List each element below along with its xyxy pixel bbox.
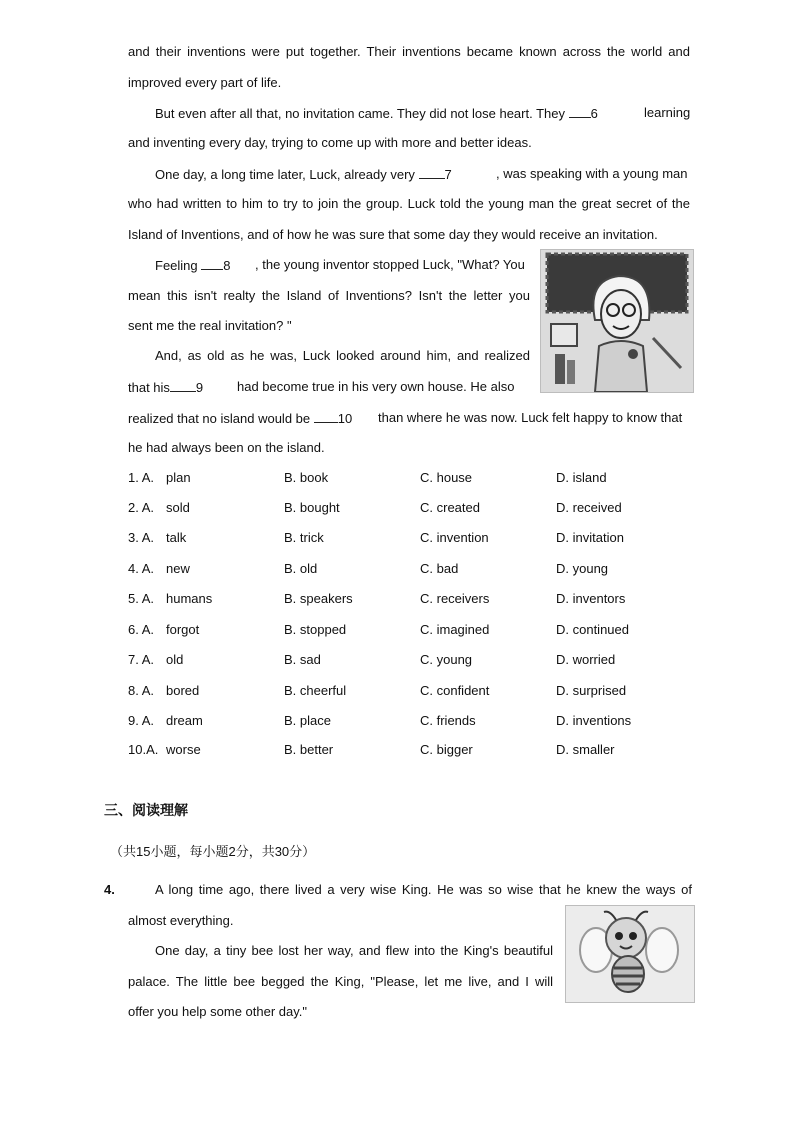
passage-line: who had written to him to try to join the group. Luck told the young man the great secret of the <box>128 196 690 211</box>
option-d: D. surprised <box>556 683 627 698</box>
option-b: B. sad <box>284 652 321 667</box>
option-c: C. created <box>420 500 480 515</box>
option-d: D. smaller <box>556 742 615 757</box>
passage-line: One day, a tiny bee lost her way, and flew into the King's beautiful <box>155 943 553 958</box>
option-c: C. young <box>420 652 473 667</box>
option-d: D. received <box>556 500 622 515</box>
option-a: new <box>166 561 190 576</box>
passage-line: mean this isn't realty the Island of Inventions? Isn't the letter you <box>128 288 530 303</box>
option-number: 8. A. <box>128 683 155 698</box>
option-d: D. island <box>556 470 607 485</box>
option-b: B. speakers <box>284 591 353 606</box>
option-b: B. better <box>284 742 334 757</box>
option-a: dream <box>166 713 203 728</box>
passage-line <box>155 257 230 274</box>
option-c: C. invention <box>420 530 489 545</box>
blank-number: 10 <box>337 411 353 426</box>
option-a: forgot <box>166 622 200 637</box>
blank-number: 7 <box>444 167 452 182</box>
passage-text: realized that no island would be <box>128 411 314 426</box>
passage-line: And, as old as he was, Luck looked around him, and realized <box>155 348 530 363</box>
option-c: C. friends <box>420 713 476 728</box>
option-number: 4. A. <box>128 561 155 576</box>
option-b: B. cheerful <box>284 683 347 698</box>
option-number: 5. A. <box>128 591 155 606</box>
option-number: 7. A. <box>128 652 155 667</box>
option-number: 10.A. <box>128 742 159 757</box>
passage-line: he had always been on the island. <box>128 440 325 455</box>
blank-number: 9 <box>195 380 204 395</box>
option-b: B. old <box>284 561 318 576</box>
option-b: B. stopped <box>284 622 347 637</box>
option-d: D. inventors <box>556 591 626 606</box>
passage-line: Island of Inventions, and of how he was sure that some day they would receive an invitation. <box>128 227 658 242</box>
option-c: C. house <box>420 470 473 485</box>
section-heading: 三、阅读理解 <box>104 802 188 818</box>
passage-text: , the young inventor stopped Luck, "What? You <box>255 257 525 272</box>
option-d: D. worried <box>556 652 616 667</box>
option-c: C. confident <box>420 683 490 698</box>
answer-blank <box>314 410 338 423</box>
passage-text: learning <box>644 105 691 120</box>
blank-number: 8 <box>223 258 231 273</box>
passage-line <box>155 166 452 183</box>
option-b: B. bought <box>284 500 340 515</box>
option-d: D. continued <box>556 622 629 637</box>
option-number: 6. A. <box>128 622 155 637</box>
option-c: C. receivers <box>420 591 490 606</box>
passage-line: palace. The little bee begged the King, "Please, let me live, and I will <box>128 974 553 989</box>
passage-line <box>155 105 598 122</box>
option-b: B. book <box>284 470 329 485</box>
answer-blank <box>201 257 223 270</box>
option-c: C. imagined <box>420 622 490 637</box>
answer-blank <box>419 166 445 179</box>
inventor-illustration <box>540 249 694 393</box>
passage-line <box>128 410 352 427</box>
option-a: bored <box>166 683 200 698</box>
option-c: C. bad <box>420 561 459 576</box>
passage-text: had become true in his very own house. He also <box>237 379 515 394</box>
option-number: 1. A. <box>128 470 155 485</box>
passage-text: But even after all that, no invitation came. They did not lose heart. They <box>155 106 569 121</box>
passage-line: improved every part of life. <box>128 75 282 90</box>
option-a: sold <box>166 500 190 515</box>
blank-number: 6 <box>590 106 598 121</box>
option-a: old <box>166 652 184 667</box>
bee-icon <box>566 906 694 1002</box>
option-a: plan <box>166 470 191 485</box>
option-a: humans <box>166 591 213 606</box>
passage-line: A long time ago, there lived a very wise King. He was so wise that he knew the ways of <box>155 882 692 897</box>
option-d: D. young <box>556 561 609 576</box>
section-note: （共15小题，每小题2分，共30分） <box>110 844 316 859</box>
bee-illustration <box>565 905 695 1003</box>
option-number: 9. A. <box>128 713 155 728</box>
passage-line: sent me the real invitation? " <box>128 318 292 333</box>
passage-text: than where he was now. Luck felt happy to know that <box>378 410 683 425</box>
answer-blank <box>170 379 196 392</box>
passage-text: , was speaking with a young man <box>496 166 688 181</box>
option-d: D. invitation <box>556 530 624 545</box>
passage-text: One day, a long time later, Luck, already very <box>155 167 419 182</box>
inventor-drawing-icon <box>541 250 693 392</box>
option-b: B. place <box>284 713 331 728</box>
option-c: C. bigger <box>420 742 473 757</box>
option-a: talk <box>166 530 187 545</box>
option-a: worse <box>166 742 201 757</box>
option-d: D. inventions <box>556 713 632 728</box>
option-number: 2. A. <box>128 500 155 515</box>
passage-line: offer you help some other day." <box>128 1004 308 1019</box>
passage-text: Feeling <box>155 258 202 273</box>
passage-text: that his <box>128 380 170 395</box>
passage-line: and their inventions were put together. Their inventions became known across the world and <box>128 44 690 59</box>
passage-line: and inventing every day, trying to come up with more and better ideas. <box>128 135 532 150</box>
passage-line <box>128 379 203 396</box>
question-number: 4. <box>104 882 115 897</box>
option-number: 3. A. <box>128 530 155 545</box>
answer-blank <box>569 105 591 118</box>
option-b: B. trick <box>284 530 324 545</box>
passage-line: almost everything. <box>128 913 234 928</box>
